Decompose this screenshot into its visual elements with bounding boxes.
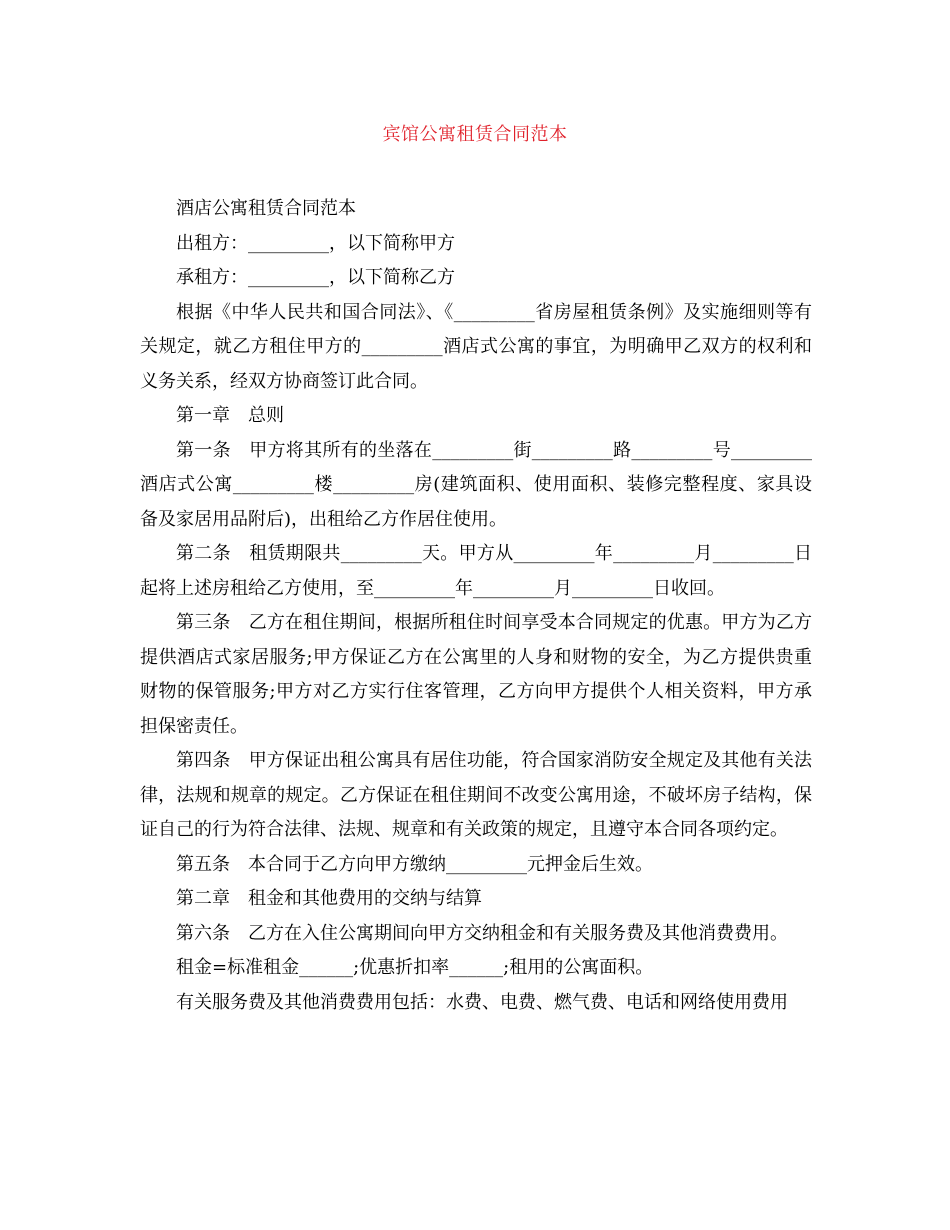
document-body [140,192,812,1020]
document-title: 宾馆公寓租赁合同范本 [382,124,568,145]
fees-paragraph: 有关服务费及其他消费费用包括：水费、电费、燃气费、电话和网络使用费用 [176,991,788,1013]
lessee-line: 承租方：_________，以下简称乙方 [176,267,455,288]
article-2-paragraph: 第二条 租赁期限共_________天。甲方从_________年_________月_________日起将上述房租给乙方使用，至_________年_________月_________日收回。 [140,543,812,599]
article-6-paragraph: 第六条 乙方在入住公寓期间向甲方交纳租金和有关服务费及其他消费费用。 [176,922,788,944]
article-3-paragraph: 第三条 乙方在租住期间，根据所租住时间享受本合同规定的优惠。甲方为乙方提供酒店式家居服务;甲方保证乙方在公寓里的人身和财物的安全，为乙方提供贵重财物的保管服务;甲方对乙方实行住客管理，乙方向甲方提供个人相关资料，甲方承担保密责任。 [140,612,812,737]
lessor-line: 出租方：_________，以下简称甲方 [176,232,455,254]
subtitle-paragraph: 酒店公寓租赁合同范本 [176,198,356,219]
article-5-paragraph: 第五条 本合同于乙方向甲方缴纳_________元押金后生效。 [176,853,653,875]
chapter-2-heading: 第二章 租金和其他费用的交纳与结算 [176,888,482,909]
rent-formula-paragraph: 租金=标准租金______;优惠折扣率______;租用的公寓面积。 [176,957,654,978]
article-4-paragraph: 第四条 甲方保证出租公寓具有居住功能，符合国家消防安全规定及其他有关法律，法规和规章的规定。乙方保证在租住期间不改变公寓用途，不破坏房子结构，保证自己的行为符合法律、法规、规章和有关政策的规定，且遵守本合同各项约定。 [140,750,812,840]
chapter-1-heading: 第一章 总则 [176,405,284,426]
article-1-paragraph: 第一条 甲方将其所有的坐落在_________街_________路_________号_________酒店式公寓_________楼_________房(建筑面积、使用面积、装修完整程度、家具设备及家居用品附后)，出租给乙方作居住使用。 [140,439,812,530]
preamble-paragraph: 根据《中华人民共和国合同法》、《_________省房屋租赁条例》及实施细则等有关规定，就乙方租住甲方的_________酒店式公寓的事宜，为明确甲乙双方的权利和义务关系，经双方协商签订此合同。 [140,301,812,392]
